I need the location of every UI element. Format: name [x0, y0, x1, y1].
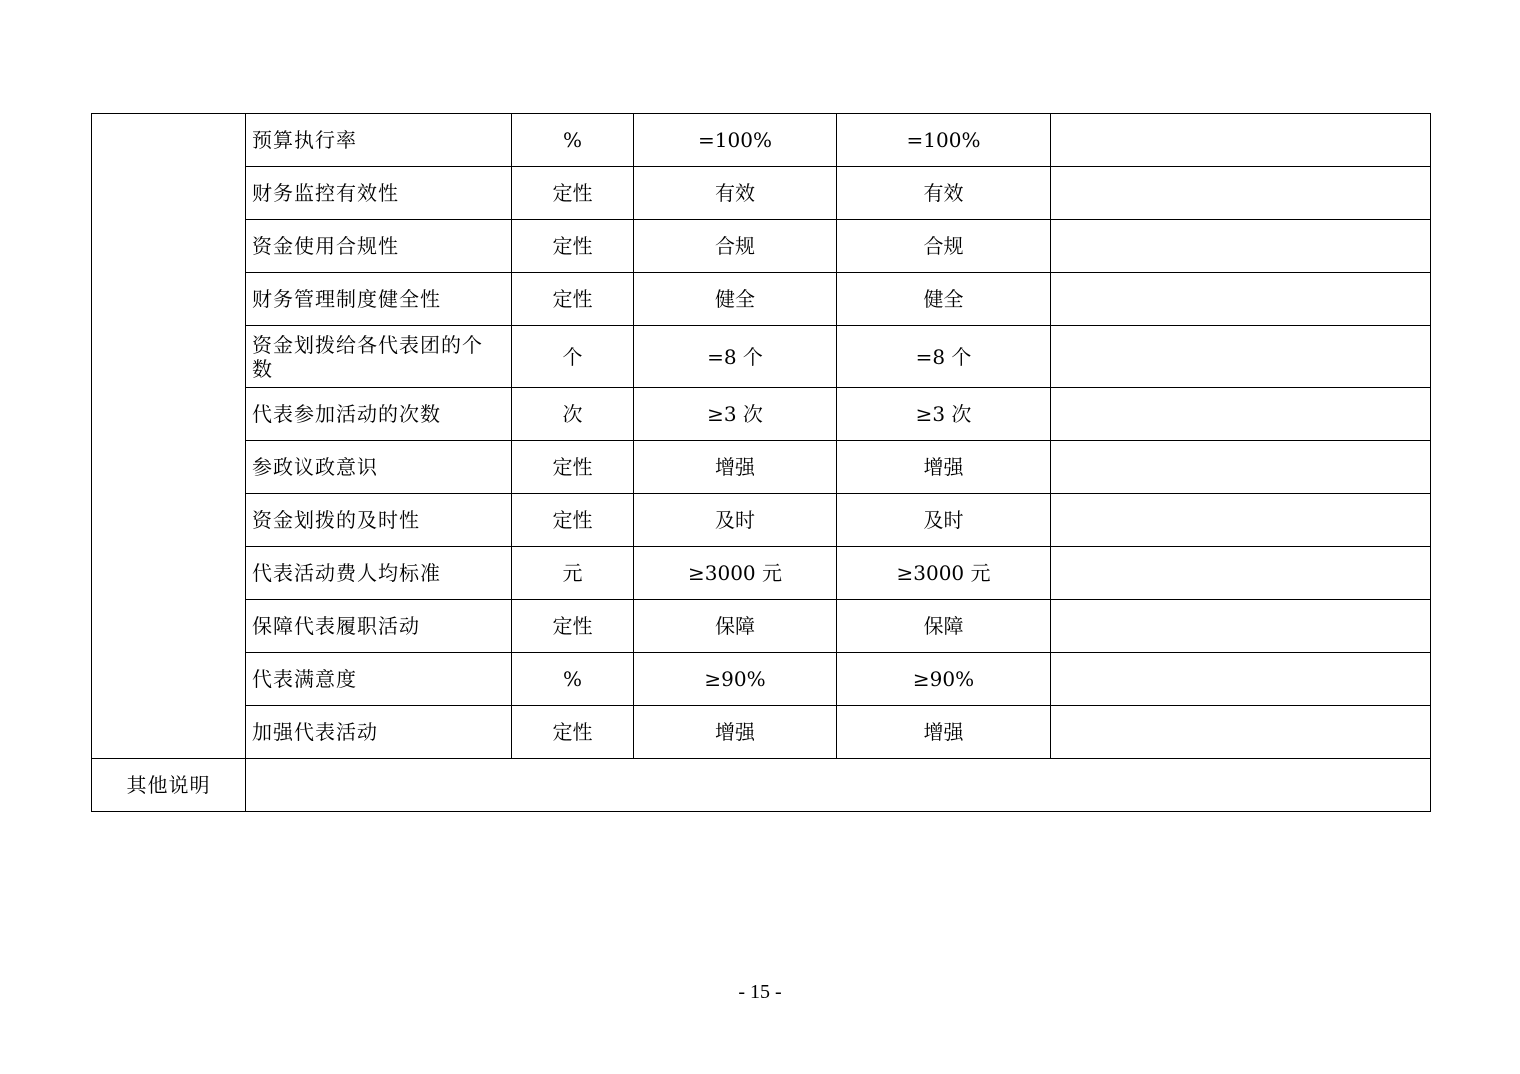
- indicator-cell: 资金划拨给各代表团的个数: [246, 326, 512, 388]
- indicator-cell: 预算执行率: [246, 114, 512, 167]
- table-row: [92, 653, 1431, 706]
- indicator-cell: 资金使用合规性: [246, 220, 512, 273]
- actual-value-cell: 合规: [837, 220, 1051, 273]
- remark-cell: [1051, 653, 1431, 706]
- unit-cell: 定性: [512, 600, 634, 653]
- table-row: [92, 114, 1431, 167]
- actual-value-cell: ≥3000 元: [837, 547, 1051, 600]
- target-value-cell: 保障: [634, 600, 837, 653]
- table-row: [92, 273, 1431, 326]
- unit-cell: %: [512, 114, 634, 167]
- table-row: [92, 167, 1431, 220]
- unit-cell: 定性: [512, 494, 634, 547]
- target-value-cell: 及时: [634, 494, 837, 547]
- unit-cell: 定性: [512, 706, 634, 759]
- table-row: [92, 326, 1431, 388]
- other-notes-value: [246, 759, 1431, 812]
- unit-cell: 定性: [512, 273, 634, 326]
- actual-value-cell: 健全: [837, 273, 1051, 326]
- table-row: [92, 220, 1431, 273]
- unit-cell: %: [512, 653, 634, 706]
- remark-cell: [1051, 494, 1431, 547]
- target-value-cell: =100%: [634, 114, 837, 167]
- unit-cell: 定性: [512, 220, 634, 273]
- indicator-cell: 财务监控有效性: [246, 167, 512, 220]
- indicator-cell: 加强代表活动: [246, 706, 512, 759]
- table-row: [92, 494, 1431, 547]
- target-value-cell: =8 个: [634, 326, 837, 388]
- indicator-cell: 资金划拨的及时性: [246, 494, 512, 547]
- category-merged-cell: [92, 114, 246, 759]
- remark-cell: [1051, 547, 1431, 600]
- other-notes-row: [92, 759, 1431, 812]
- actual-value-cell: 增强: [837, 706, 1051, 759]
- actual-value-cell: ≥90%: [837, 653, 1051, 706]
- unit-cell: 次: [512, 388, 634, 441]
- actual-value-cell: ≥3 次: [837, 388, 1051, 441]
- table-row: [92, 547, 1431, 600]
- actual-value-cell: =8 个: [837, 326, 1051, 388]
- target-value-cell: 合规: [634, 220, 837, 273]
- table-row: [92, 600, 1431, 653]
- indicator-cell: 代表活动费人均标准: [246, 547, 512, 600]
- target-value-cell: 健全: [634, 273, 837, 326]
- target-value-cell: ≥3 次: [634, 388, 837, 441]
- unit-cell: 定性: [512, 441, 634, 494]
- actual-value-cell: 增强: [837, 441, 1051, 494]
- remark-cell: [1051, 388, 1431, 441]
- table-row: [92, 706, 1431, 759]
- target-value-cell: ≥90%: [634, 653, 837, 706]
- actual-value-cell: =100%: [837, 114, 1051, 167]
- actual-value-cell: 及时: [837, 494, 1051, 547]
- remark-cell: [1051, 441, 1431, 494]
- remark-cell: [1051, 326, 1431, 388]
- remark-cell: [1051, 600, 1431, 653]
- indicator-cell: 代表参加活动的次数: [246, 388, 512, 441]
- target-value-cell: 有效: [634, 167, 837, 220]
- remark-cell: [1051, 167, 1431, 220]
- target-value-cell: 增强: [634, 441, 837, 494]
- indicator-cell: 参政议政意识: [246, 441, 512, 494]
- remark-cell: [1051, 273, 1431, 326]
- target-value-cell: ≥3000 元: [634, 547, 837, 600]
- unit-cell: 个: [512, 326, 634, 388]
- table-row: [92, 441, 1431, 494]
- actual-value-cell: 保障: [837, 600, 1051, 653]
- indicator-cell: 财务管理制度健全性: [246, 273, 512, 326]
- remark-cell: [1051, 220, 1431, 273]
- indicator-cell: 代表满意度: [246, 653, 512, 706]
- table-row: [92, 388, 1431, 441]
- remark-cell: [1051, 706, 1431, 759]
- remark-cell: [1051, 114, 1431, 167]
- target-value-cell: 增强: [634, 706, 837, 759]
- page-number: - 15 -: [738, 981, 782, 1003]
- unit-cell: 元: [512, 547, 634, 600]
- indicator-cell: 保障代表履职活动: [246, 600, 512, 653]
- unit-cell: 定性: [512, 167, 634, 220]
- performance-indicator-table: [91, 113, 1431, 812]
- actual-value-cell: 有效: [837, 167, 1051, 220]
- other-notes-label: 其他说明: [92, 759, 246, 812]
